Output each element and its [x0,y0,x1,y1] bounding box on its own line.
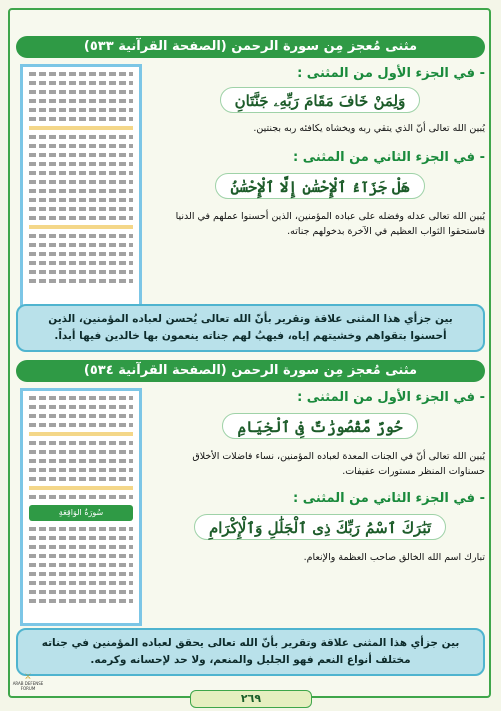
part-2-title: - في الجزء الثاني من المثنى : [293,150,485,165]
section-content [155,390,485,565]
highlighted-verse [29,126,133,130]
logo-text: ARAB DEFENSE FORUM [12,681,44,691]
highlighted-verse [29,225,133,229]
verse-part-1: حُورٌ مَّقْصُورَٰتٌ فِى ٱلْخِيَامِ [222,413,417,439]
verse-part-2: هَلْ جَزَآءُ ٱلْإِحْسَٰنِ إِلَّا ٱلْإِحْسَٰنُ [215,173,424,199]
part-2-title: - في الجزء الثاني من المثنى : [293,491,485,506]
section-534 [16,360,485,680]
section-header: مثنى مُعجز مِن سورة الرحمن (الصفحة القرآنية ٥٣٣) [16,36,485,58]
section-533 [16,36,485,348]
quran-page-thumbnail [20,388,142,626]
page-number: ٢٦٩ [190,690,312,708]
quran-page-thumbnail [20,64,142,322]
section-content [155,66,485,239]
part-2-explanation: تبارك اسم الله الخالق صاحب العظمة والإنعام. [303,552,485,563]
forum-logo [6,672,50,706]
summary-box: بين جزأي هذا المثنى علاقة وتقرير بأنّ الله تعالى يحقق لعباده المؤمنين في جناته مختلف أنواع النعم فهو الجليل والمنعم، ولا حد لإحسانه وكرمه. [16,628,485,676]
part-1-title: - في الجزء الأول من المثنى : [297,390,485,405]
part-1-title: - في الجزء الأول من المثنى : [297,66,485,81]
surah-banner: سُورَةُ الوَاقِعَةِ [29,505,133,521]
verse-part-2: تَبَٰرَكَ ٱسْمُ رَبِّكَ ذِى ٱلْجَلَٰلِ وَٱلْإِكْرَامِ [194,514,446,540]
part-1-explanation: يُبين الله تعالى أنّ في الجنات المعدة لعباده المؤمنين، نساء فاضلات الأخلاق حسناوات المنظر مستورات عفيفات. [192,451,485,477]
part-1-explanation: يُبين الله تعالى أنّ الذي يتقي ربه ويخشاه يكافئه ربه بجنتين. [253,123,485,134]
highlighted-verse [29,432,133,436]
summary-box: بين جزأي هذا المثنى علاقة وتقرير بأنّ الله تعالى يُحسن لعباده المؤمنين، الذين أحسنوا بتقواهم وخشيتهم إياه، فيهبُ لهم جناته ينعمون بها خالدين فيها أبداً. [16,304,485,352]
part-2-explanation: يُبين الله تعالى عدله وفضله على عباده المؤمنين، الذين أحسنوا عملهم في الدنيا فاستحقوا الثواب العظيم في الآخرة بدخولهم جناته. [175,211,485,237]
logo-mark-icon: ⚔ [24,672,32,681]
verse-part-1: وَلِمَنْ خَافَ مَقَامَ رَبِّهِۦ جَنَّتَانِ [220,87,421,113]
highlighted-verse [29,486,133,490]
section-header: مثنى مُعجز مِن سورة الرحمن (الصفحة القرآنية ٥٣٤) [16,360,485,382]
